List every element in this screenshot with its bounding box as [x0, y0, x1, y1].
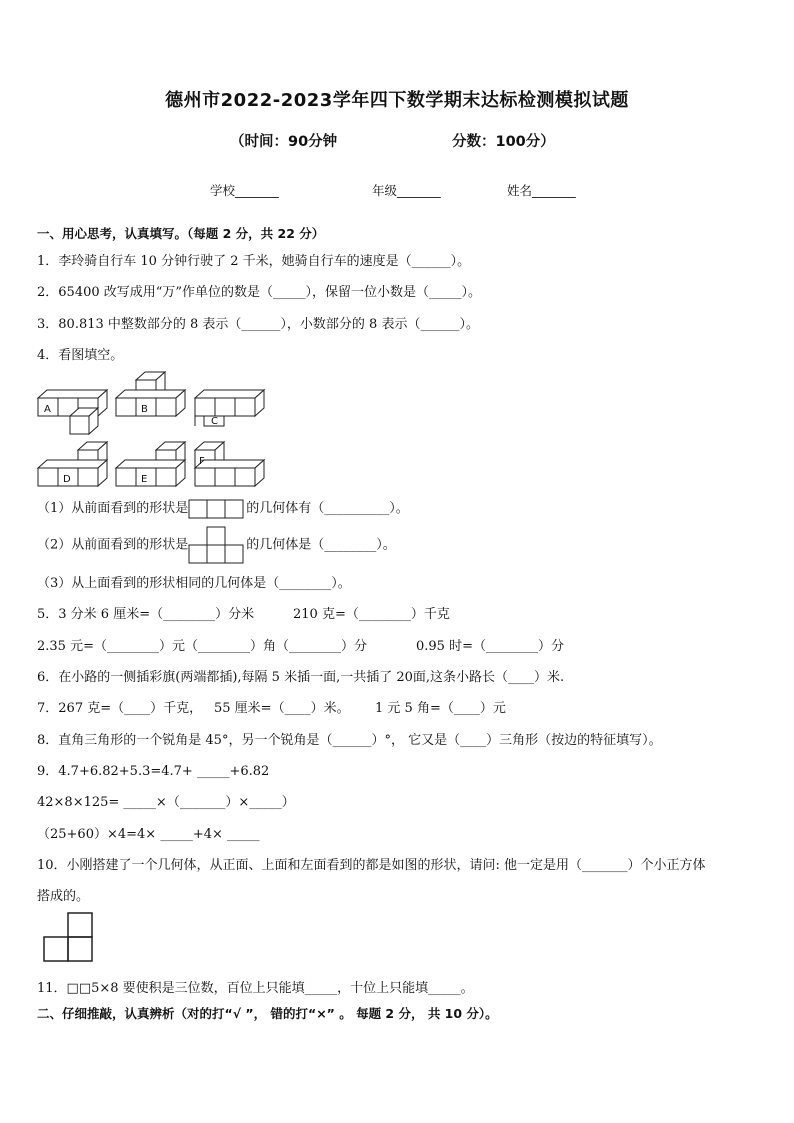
question-4-3: （3）从上面看到的形状相同的几何体是（________）。 — [37, 576, 351, 591]
question-5-c: 2.35 元=（________）元（________）角（________）分 — [37, 639, 367, 654]
question-8: 8．直角三角形的一个锐角是 45°，另一个锐角是（______）°， 它又是（____）三角形（按边的特征填写）。 — [37, 733, 662, 748]
front-view-three-squares-icon — [188, 499, 246, 519]
figure-d — [38, 442, 107, 486]
question-9-c: （25+60）×4=4× _____+4× _____ — [37, 827, 260, 842]
figure-b — [116, 372, 185, 416]
question-9-a: 9．4.7+6.82+5.3=4.7+ _____+6.82 — [37, 764, 270, 779]
question-5-b: 210 克=（________）千克 — [293, 607, 450, 622]
school-field: 学校_______ — [210, 183, 279, 198]
section-1-heading: 一、用心思考，认真填写。（每题 2 分，共 22 分） — [37, 226, 325, 241]
question-4-1: （1）从前面看到的形状是 的几何体有（__________）。 — [37, 497, 409, 519]
figure-label-e: E — [141, 474, 148, 485]
question-7-b: 55 厘米=（____）米。 — [214, 701, 350, 716]
figure-label-c: C — [211, 416, 218, 427]
section-2-heading: 二、仔细推敲，认真辨析（对的打“√ ”， 错的打“×” 。 每题 2 分， 共 10 分）。 — [37, 1006, 498, 1021]
question-5-a: 5．3 分米 6 厘米=（________）分米 — [37, 607, 255, 622]
front-view-t-shape-icon — [188, 526, 246, 564]
figure-label-f: F — [199, 456, 205, 467]
question-10-line-2: 搭成的。 — [37, 889, 90, 904]
figure-label-d: D — [63, 474, 71, 485]
question-11: 11．□□5×8 要使积是三位数，百位上只能填_____，十位上只能填_____。 — [37, 981, 474, 996]
question-7-c: 1 元 5 角=（____）元 — [375, 701, 506, 716]
cube-figures — [30, 368, 280, 490]
exam-score: 分数：100分） — [452, 134, 555, 150]
exam-time: （时间：90分钟 — [230, 134, 338, 150]
question-5-d: 0.95 时=（________）分 — [416, 639, 564, 654]
question-4: 4．看图填空。 — [37, 348, 124, 363]
question-4-2: （2）从前面看到的形状是 的几何体是（________）。 — [37, 526, 396, 564]
figure-label-b: B — [141, 404, 148, 415]
name-field: 姓名_______ — [507, 183, 576, 198]
figure-f — [195, 442, 264, 486]
grade-field: 年级_______ — [372, 183, 441, 198]
figure-label-a: A — [44, 404, 51, 415]
question-9-b: 42×8×125= _____×（_______）×_____） — [37, 795, 295, 810]
question-10-figure — [42, 912, 96, 964]
question-2: 2．65400 改写成用“万”作单位的数是（_____），保留一位小数是（_____）。 — [37, 285, 482, 300]
figure-e — [116, 442, 185, 486]
question-7-a: 7．267 克=（____）千克， — [37, 701, 203, 716]
figure-c — [195, 390, 264, 426]
page-title: 德州市2022-2023学年四下数学期末达标检测模拟试题 — [165, 90, 629, 111]
question-1: 1．李玲骑自行车 10 分钟行驶了 2 千米，她骑自行车的速度是（______）。 — [37, 254, 471, 269]
question-6: 6．在小路的一侧插彩旗(两端都插),每隔 5 米插一面,一共插了 20面,这条小路长（____）米. — [37, 670, 565, 685]
question-3: 3．80.813 中整数部分的 8 表示（______），小数部分的 8 表示（______）。 — [37, 317, 479, 332]
question-10-line-1: 10．小刚搭建了一个几何体，从正面、上面和左面看到的都是如图的形状，请问: 他一定是用（_______）个小正方体 — [37, 858, 706, 873]
